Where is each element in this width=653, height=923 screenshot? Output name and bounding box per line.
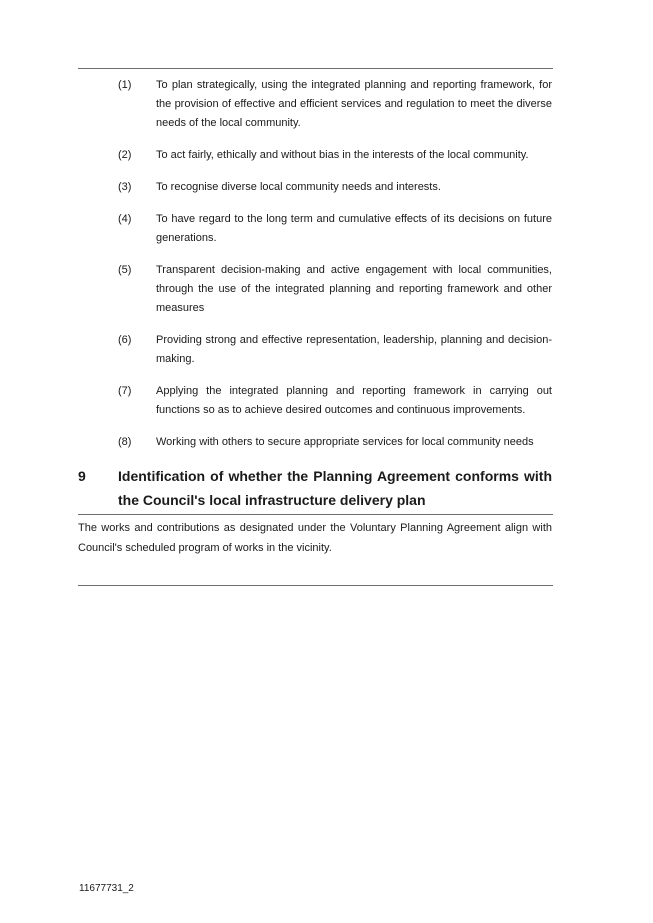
list-item — [118, 433, 552, 452]
section-title: Identification of whether the Planning Agreement conforms with the Council's local infrastructure delivery plan — [118, 468, 552, 508]
list-item — [118, 382, 552, 420]
list-item — [118, 331, 552, 369]
list-item — [118, 261, 552, 318]
list-item-text: To recognise diverse local community needs and interests. — [156, 181, 441, 193]
list-item-number: (6) — [118, 334, 132, 346]
list-item-text: Transparent decision-making and active engagement with local communities, through the use of the integrated planning and reporting framework and other measures — [156, 264, 552, 314]
list-item — [118, 146, 552, 165]
list-item — [118, 76, 552, 133]
list-item — [118, 210, 552, 248]
list-item-number: (7) — [118, 385, 132, 397]
document-reference: 11677731_2 — [79, 883, 134, 894]
list-item-text: To plan strategically, using the integrated planning and reporting framework, for the provision of effective and efficient services and regulation to meet the diverse needs of the local community. — [156, 79, 552, 129]
list-item-number: (8) — [118, 436, 132, 448]
section-heading — [78, 464, 552, 512]
list-item-text: To have regard to the long term and cumulative effects of its decisions on future generations. — [156, 213, 552, 244]
section-body: The works and contributions as designated under the Voluntary Planning Agreement align with Council's scheduled program of works in the vicinity. — [78, 522, 552, 554]
principles-list — [118, 76, 552, 465]
section-number: 9 — [78, 468, 86, 484]
list-item-number: (2) — [118, 149, 132, 161]
list-item-text: To act fairly, ethically and without bias in the interests of the local community. — [156, 149, 529, 161]
list-item-text: Providing strong and effective representation, leadership, planning and decision-making. — [156, 334, 552, 365]
list-item-number: (1) — [118, 79, 132, 91]
section-divider — [78, 514, 553, 515]
top-divider — [78, 68, 553, 69]
list-item-number: (3) — [118, 181, 132, 193]
list-item — [118, 178, 552, 197]
list-item-text: Applying the integrated planning and reporting framework in carrying out functions so as to achieve desired outcomes and continuous improvements. — [156, 385, 552, 416]
bottom-divider — [78, 585, 553, 586]
list-item-text: Working with others to secure appropriate services for local community needs — [156, 436, 534, 448]
list-item-number: (4) — [118, 213, 132, 225]
list-item-number: (5) — [118, 264, 132, 276]
